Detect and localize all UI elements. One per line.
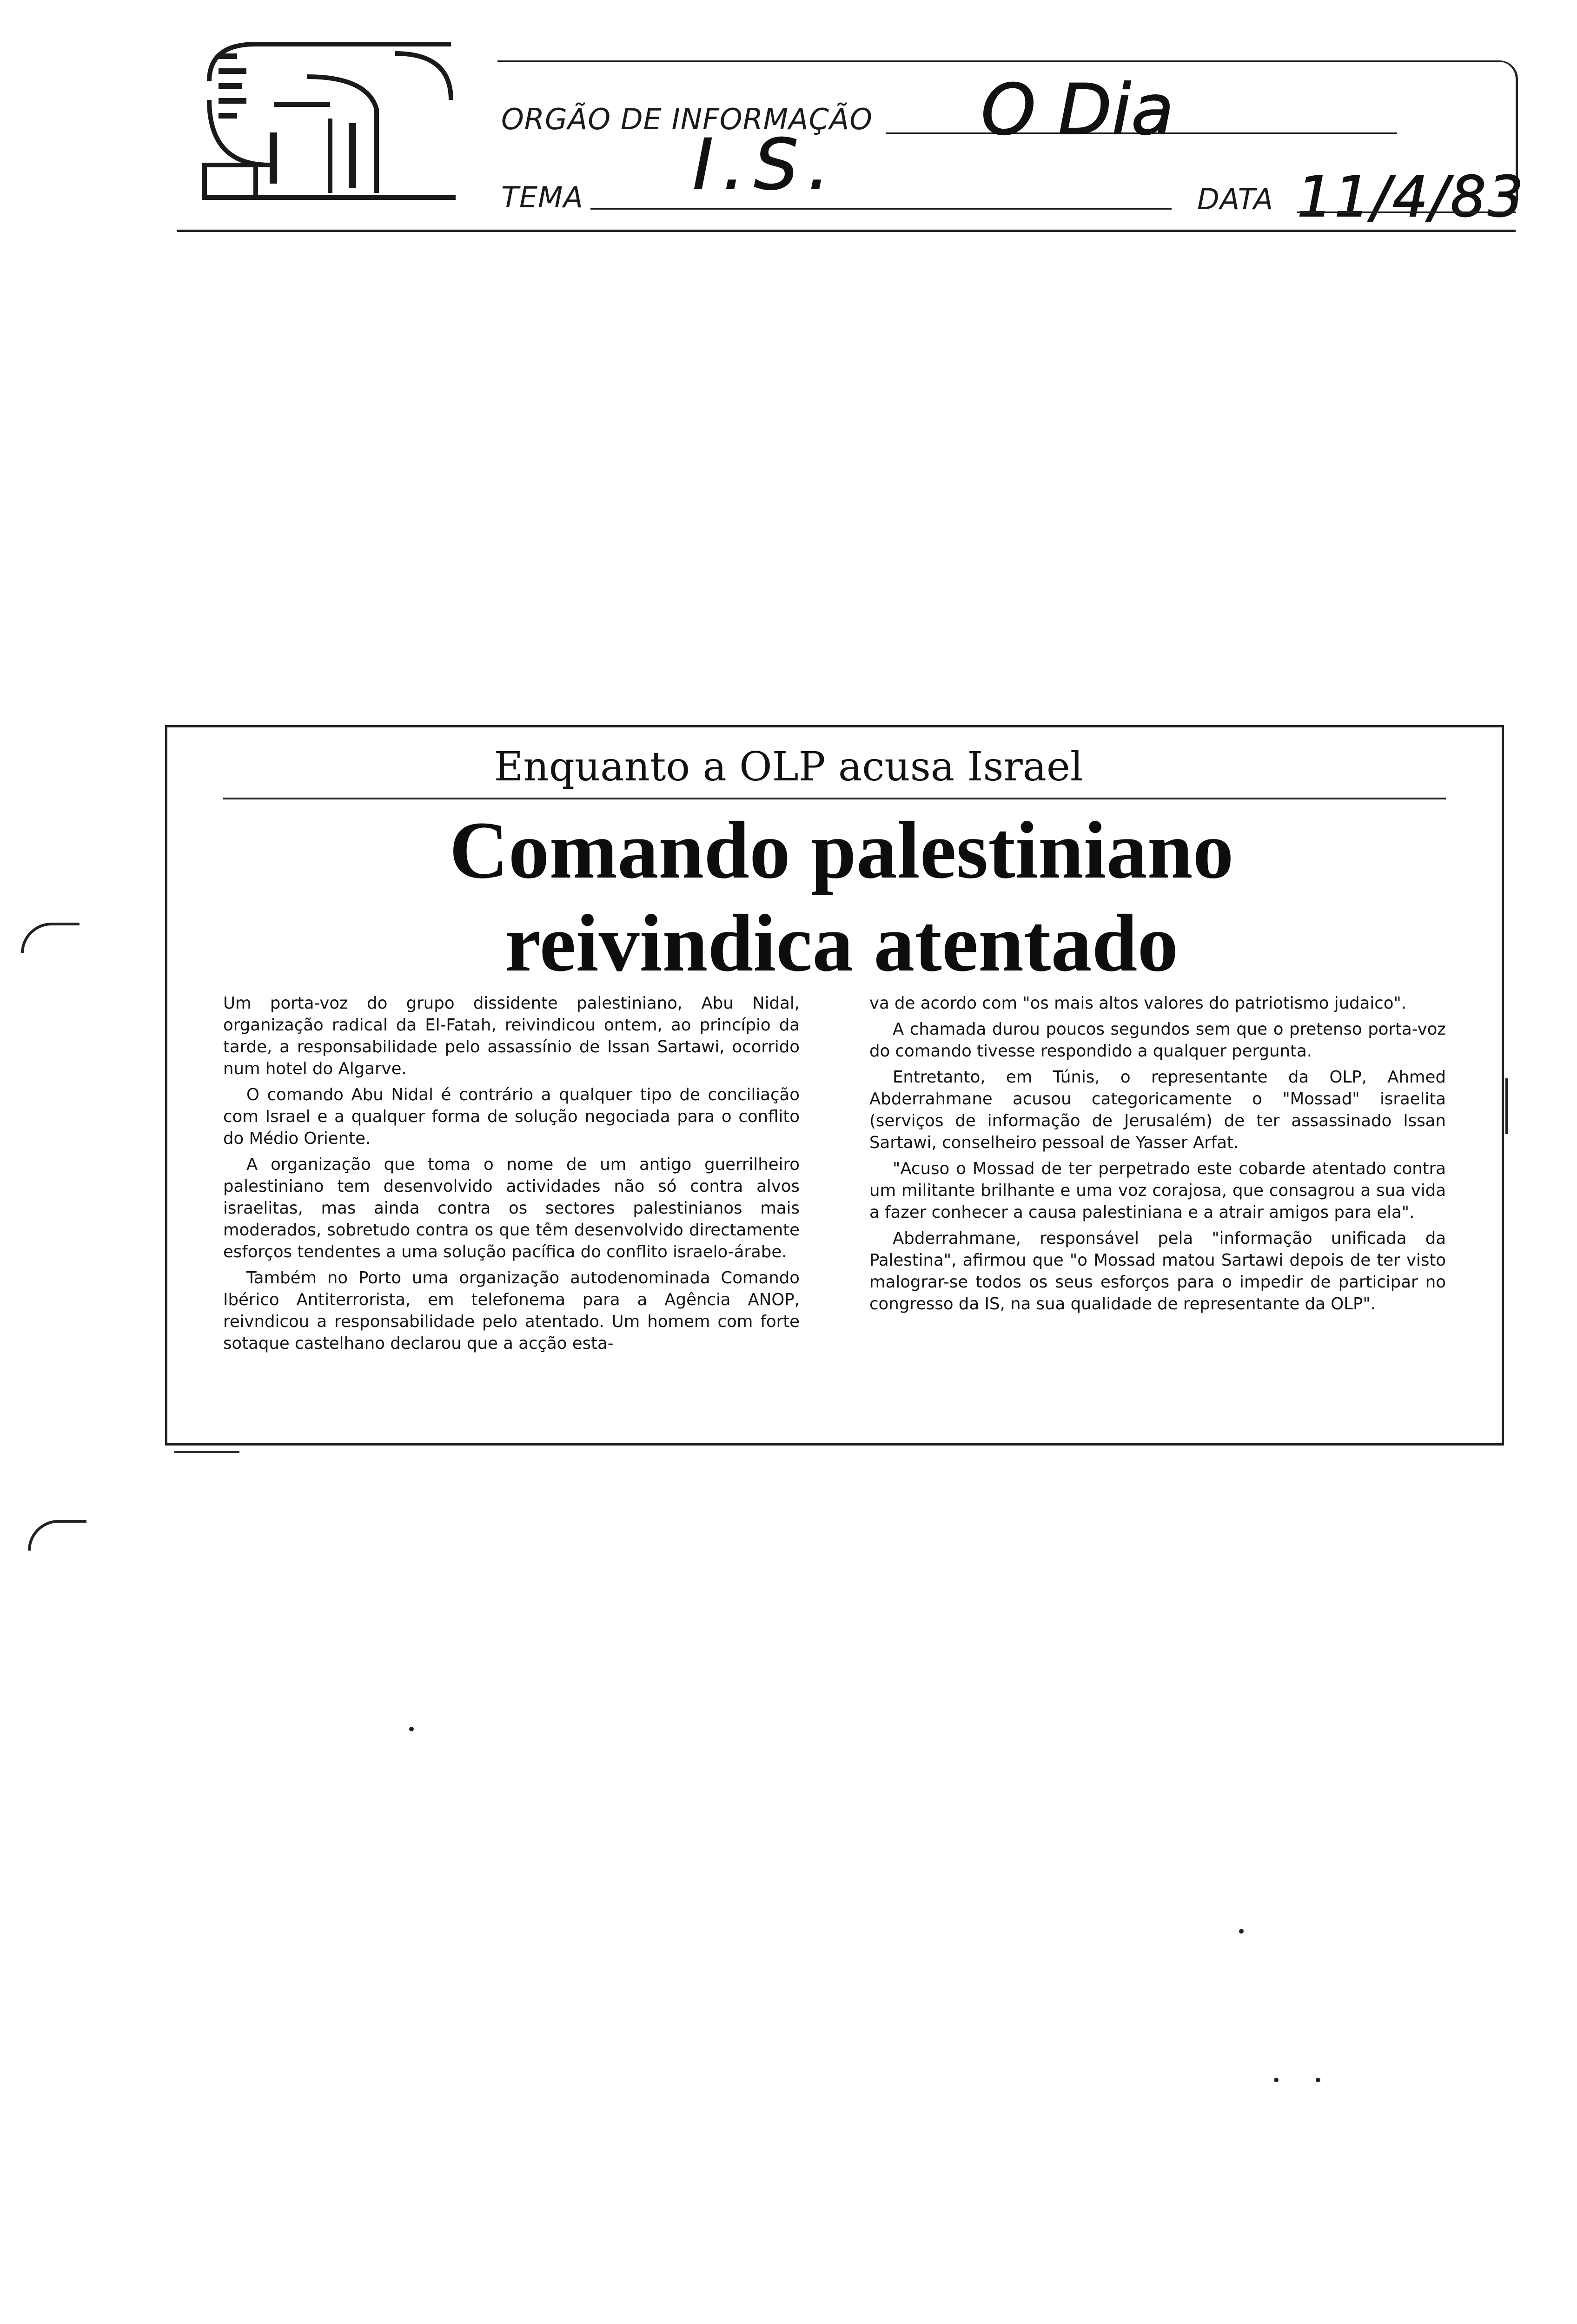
kicker-text: Enquanto a OLP acusa Israel [488, 744, 1090, 790]
headline-line-1: Comando palestiniano [449, 805, 1234, 896]
paragraph: "Acuso o Mossad de ter perpetrado este cobarde atentado contra um militante brilhante e uma voz corajosa, que consagrou a sua vida a fazer conhecer a causa palestiniana e a atrair amigos para ela". [869, 1159, 1446, 1222]
paragraph: O comando Abu Nidal é contrário a qualquer tipo de conciliação com Israel e a qualquer forma de solução negociada para o conflito do Médio Oriente. [223, 1085, 800, 1148]
punch-hole-mark [28, 1520, 86, 1551]
paragraph: Abderrahmane, responsável pela "informação unificada da Palestina", afirmou que "o Mossad matou Sartawi depois de ter visto malograr-se todos os seus esforços para o impedir de participar no congresso da IS, na sua qualidade de representante da OLP". [869, 1229, 1446, 1314]
kicker-rule [223, 798, 1446, 799]
scan-speck [1316, 2078, 1320, 2082]
paragraph: A chamada durou poucos segundos sem que o pretenso porta-voz do comando tivesse respondido a qualquer pergunta. [869, 1020, 1446, 1061]
archive-logo [191, 26, 460, 211]
tema-label: TEMA [501, 180, 583, 214]
scan-speck [1274, 2078, 1279, 2082]
paragraph: A organização que toma o nome de um antigo guerrilheiro palestiniano tem desenvolvido actividades não só contra alvos israelitas, mas ainda contra os sectores palestinianos mais moderados, sobretudo contra os que têm desenvolvido directamente esforços tendentes a uma solução pacífica do conflito israelo-árabe. [223, 1155, 800, 1261]
orgao-label: ORGÃO DE INFORMAÇÃO [501, 102, 873, 136]
kicker [0, 744, 1577, 790]
tema-value: I.S. [693, 125, 839, 205]
headline [232, 804, 1451, 990]
paragraph: Entretanto, em Túnis, o representante da OLP, Ahmed Abderrahmane acusou categoricamente o "Mossad" israelita (serviços de informação de Jerusalém) de ter assassinado Issan Sartawi, conselheiro pessoal de Yasser Arfat. [869, 1068, 1446, 1152]
headline-line-2: reivindica atentado [504, 898, 1179, 989]
scan-speck [409, 1727, 414, 1731]
scan-dash [174, 1451, 239, 1453]
data-value: 11/4/83 [1297, 165, 1525, 230]
data-rule [1297, 211, 1516, 213]
form-bottom-rule [177, 230, 1516, 232]
paragraph: Um porta-voz do grupo dissidente palestiniano, Abu Nidal, organização radical da El-Fatah, reivindicou ontem, ao princípio da tarde, a responsabilidade pelo assassínio de Issan Sartawi, ocorrido num hotel do Algarve. [223, 994, 800, 1078]
article-column-right [869, 992, 1446, 1319]
paragraph: Também no Porto uma organização autodenominada Comando Ibérico Antiterrorista, em telefonema para a Agência ANOP, reivndicou a responsabilidade pelo atentado. Um homem com forte sotaque castelhano declarou que a acção esta- [223, 1268, 800, 1353]
article-column-left [223, 992, 800, 1359]
tema-rule [590, 208, 1172, 210]
scan-speck [1239, 1929, 1244, 1934]
data-label: DATA [1197, 182, 1274, 216]
punch-hole-mark [21, 923, 80, 953]
paragraph: va de acordo com "os mais altos valores do patriotismo judaico". [869, 994, 1407, 1013]
edge-mark [1505, 1078, 1508, 1134]
orgao-value: O Dia [981, 70, 1174, 151]
